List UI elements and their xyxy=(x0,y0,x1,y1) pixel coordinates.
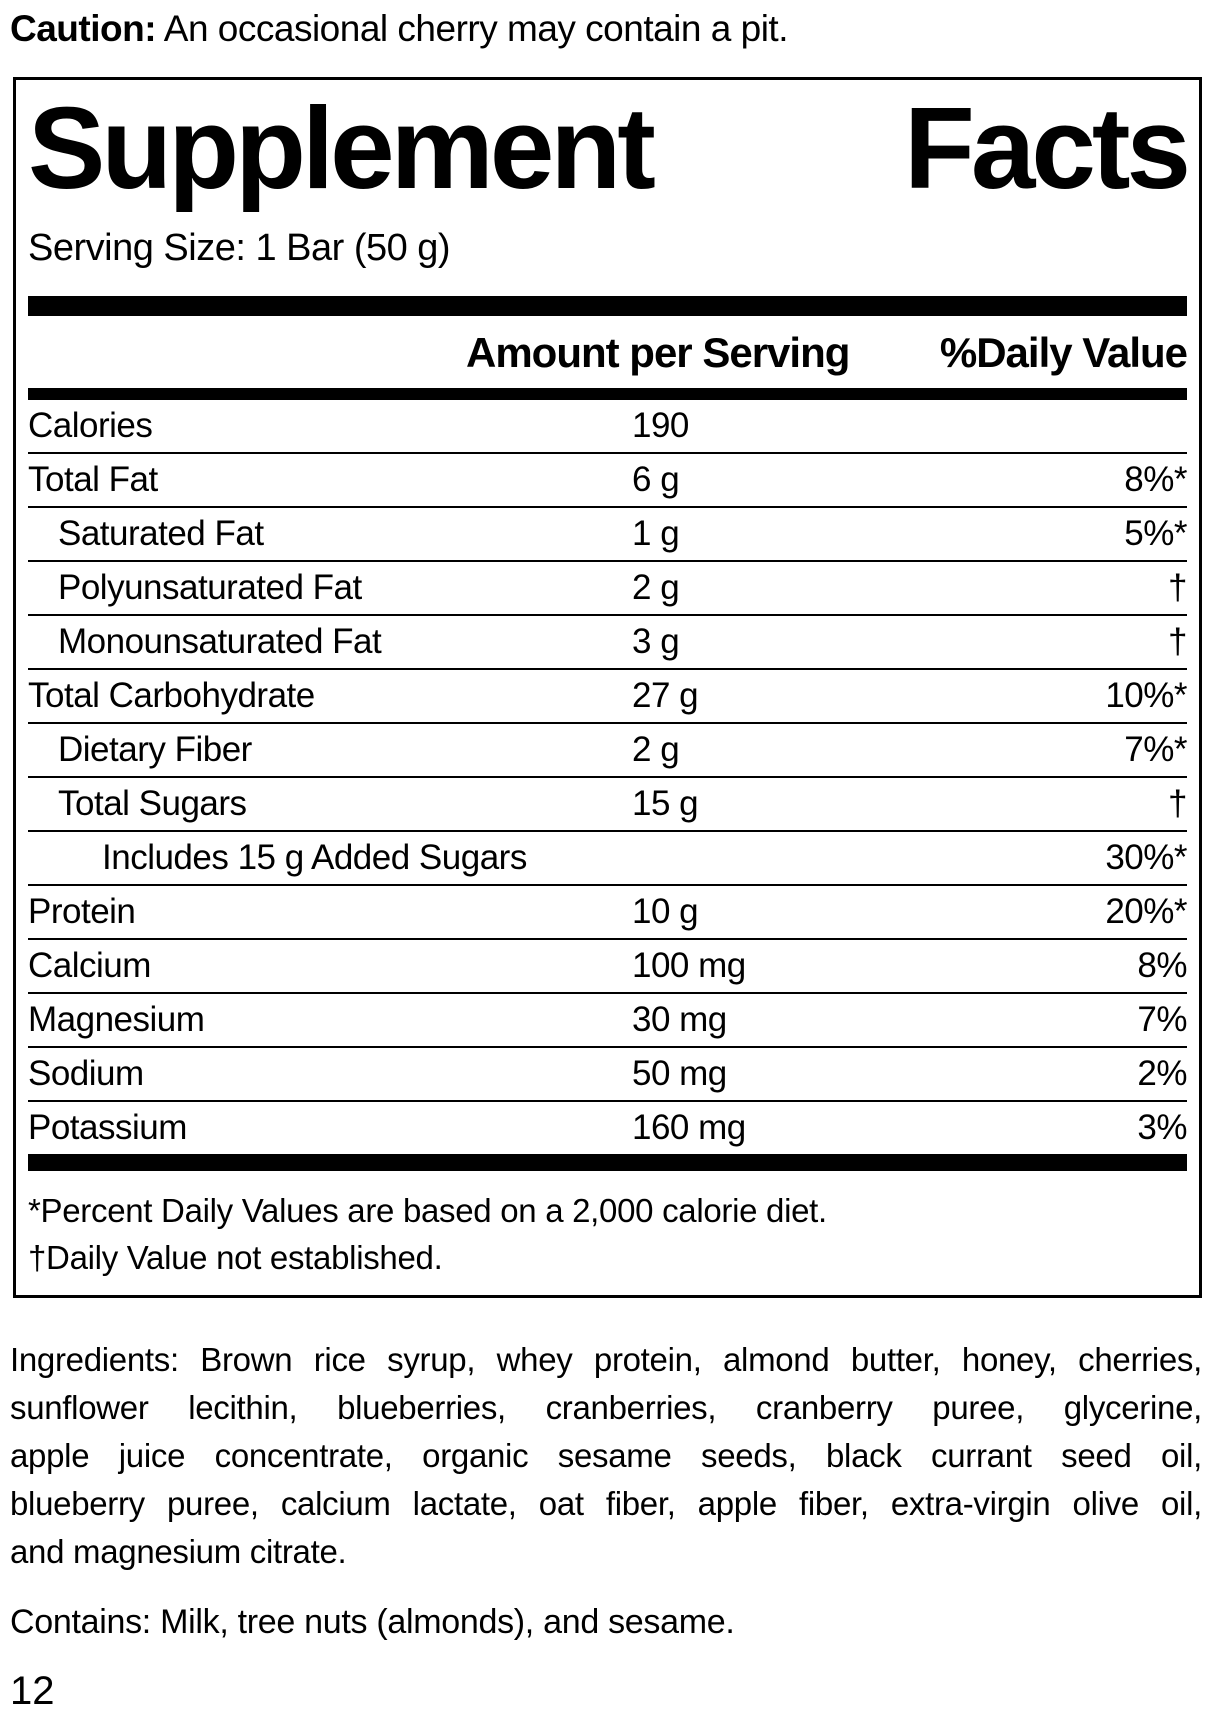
nutrient-name: Protein xyxy=(28,891,136,931)
nutrition-row xyxy=(28,884,1187,938)
nutrition-row xyxy=(28,722,1187,776)
nutrient-daily-value: † xyxy=(1168,567,1187,607)
caution-text: An occasional cherry may contain a pit. xyxy=(156,8,788,49)
nutrient-name: Includes 15 g Added Sugars xyxy=(102,837,527,877)
caution-statement xyxy=(0,0,1214,51)
nutrient-name: Magnesium xyxy=(28,999,205,1039)
nutrient-daily-value: 7% xyxy=(1137,999,1187,1039)
nutrition-row xyxy=(28,1100,1187,1154)
column-header-amount: Amount per Serving xyxy=(466,328,850,376)
footnotes xyxy=(28,1171,1187,1287)
caution-label: Caution: xyxy=(10,8,157,49)
nutrient-daily-value: † xyxy=(1168,783,1187,823)
ingredients-line: apple juice concentrate, organic sesame seeds, black currant seed oil, xyxy=(10,1436,1202,1474)
nutrient-name: Dietary Fiber xyxy=(58,729,252,769)
nutrient-amount: 10 g xyxy=(632,891,699,931)
nutrient-amount: 30 mg xyxy=(632,999,727,1039)
nutrient-amount: 50 mg xyxy=(632,1053,727,1093)
nutrition-row xyxy=(28,668,1187,722)
nutrient-name: Potassium xyxy=(28,1107,187,1147)
nutrition-rows xyxy=(28,400,1187,1154)
footnote-percent-dv: *Percent Daily Values are based on a 2,000 calorie diet. xyxy=(28,1191,827,1229)
nutrient-daily-value: † xyxy=(1168,621,1187,661)
panel-title: Supplement Facts xyxy=(28,82,1187,213)
nutrition-row xyxy=(28,400,1187,452)
nutrient-daily-value: 2% xyxy=(1137,1053,1187,1093)
nutrient-amount: 100 mg xyxy=(632,945,746,985)
nutrient-amount: 190 xyxy=(632,405,689,445)
nutrition-row xyxy=(28,992,1187,1046)
nutrition-row xyxy=(28,938,1187,992)
nutrient-daily-value: 20%* xyxy=(1105,891,1187,931)
nutrient-amount: 3 g xyxy=(632,621,680,661)
nutrient-amount: 2 g xyxy=(632,567,680,607)
nutrient-name: Polyunsaturated Fat xyxy=(58,567,362,607)
nutrient-amount: 15 g xyxy=(632,783,699,823)
divider-bar-top xyxy=(28,296,1187,316)
nutrient-name: Calcium xyxy=(28,945,151,985)
nutrient-name: Total Carbohydrate xyxy=(28,675,315,715)
nutrition-row xyxy=(28,830,1187,884)
nutrient-daily-value: 8%* xyxy=(1124,459,1187,499)
ingredients-line: Ingredients: Brown rice syrup, whey protein, almond butter, honey, cherries, xyxy=(10,1340,1202,1378)
supplement-facts-panel xyxy=(13,77,1202,1298)
contains-statement: Contains: Milk, tree nuts (almonds), and sesame. xyxy=(10,1602,735,1641)
serving-size: Serving Size: 1 Bar (50 g) xyxy=(28,226,451,269)
nutrient-daily-value: 8% xyxy=(1137,945,1187,985)
nutrient-amount: 160 mg xyxy=(632,1107,746,1147)
ingredients-line: sunflower lecithin, blueberries, cranberries, cranberry puree, glycerine, xyxy=(10,1388,1202,1426)
page-number: 12 xyxy=(10,1668,55,1713)
nutrition-row xyxy=(28,452,1187,506)
footnote-dagger: †Daily Value not established. xyxy=(28,1238,443,1276)
divider-bar-bottom xyxy=(28,1154,1187,1171)
nutrient-name: Total Fat xyxy=(28,459,158,499)
ingredients-paragraph xyxy=(10,1336,1202,1576)
nutrient-name: Saturated Fat xyxy=(58,513,264,553)
nutrition-row xyxy=(28,1046,1187,1100)
nutrient-amount: 1 g xyxy=(632,513,680,553)
ingredients-line: blueberry puree, calcium lactate, oat fiber, apple fiber, extra-virgin olive oil, xyxy=(10,1484,1202,1522)
column-header-daily-value: %Daily Value xyxy=(939,328,1187,376)
nutrient-daily-value: 7%* xyxy=(1124,729,1187,769)
nutrient-name: Calories xyxy=(28,405,153,445)
nutrient-name: Sodium xyxy=(28,1053,144,1093)
nutrition-row xyxy=(28,506,1187,560)
nutrient-amount: 27 g xyxy=(632,675,699,715)
nutrient-amount: 2 g xyxy=(632,729,680,769)
nutrient-daily-value: 10%* xyxy=(1105,675,1187,715)
nutrient-daily-value: 3% xyxy=(1137,1107,1187,1147)
nutrient-name: Monounsaturated Fat xyxy=(58,621,382,661)
nutrition-row xyxy=(28,560,1187,614)
nutrition-row xyxy=(28,776,1187,830)
nutrient-daily-value: 30%* xyxy=(1105,837,1187,877)
nutrient-name: Total Sugars xyxy=(58,783,247,823)
ingredients-line: and magnesium citrate. xyxy=(10,1532,347,1570)
nutrient-daily-value: 5%* xyxy=(1124,513,1187,553)
table-header-row xyxy=(28,316,1187,388)
nutrition-row xyxy=(28,614,1187,668)
nutrient-amount: 6 g xyxy=(632,459,680,499)
